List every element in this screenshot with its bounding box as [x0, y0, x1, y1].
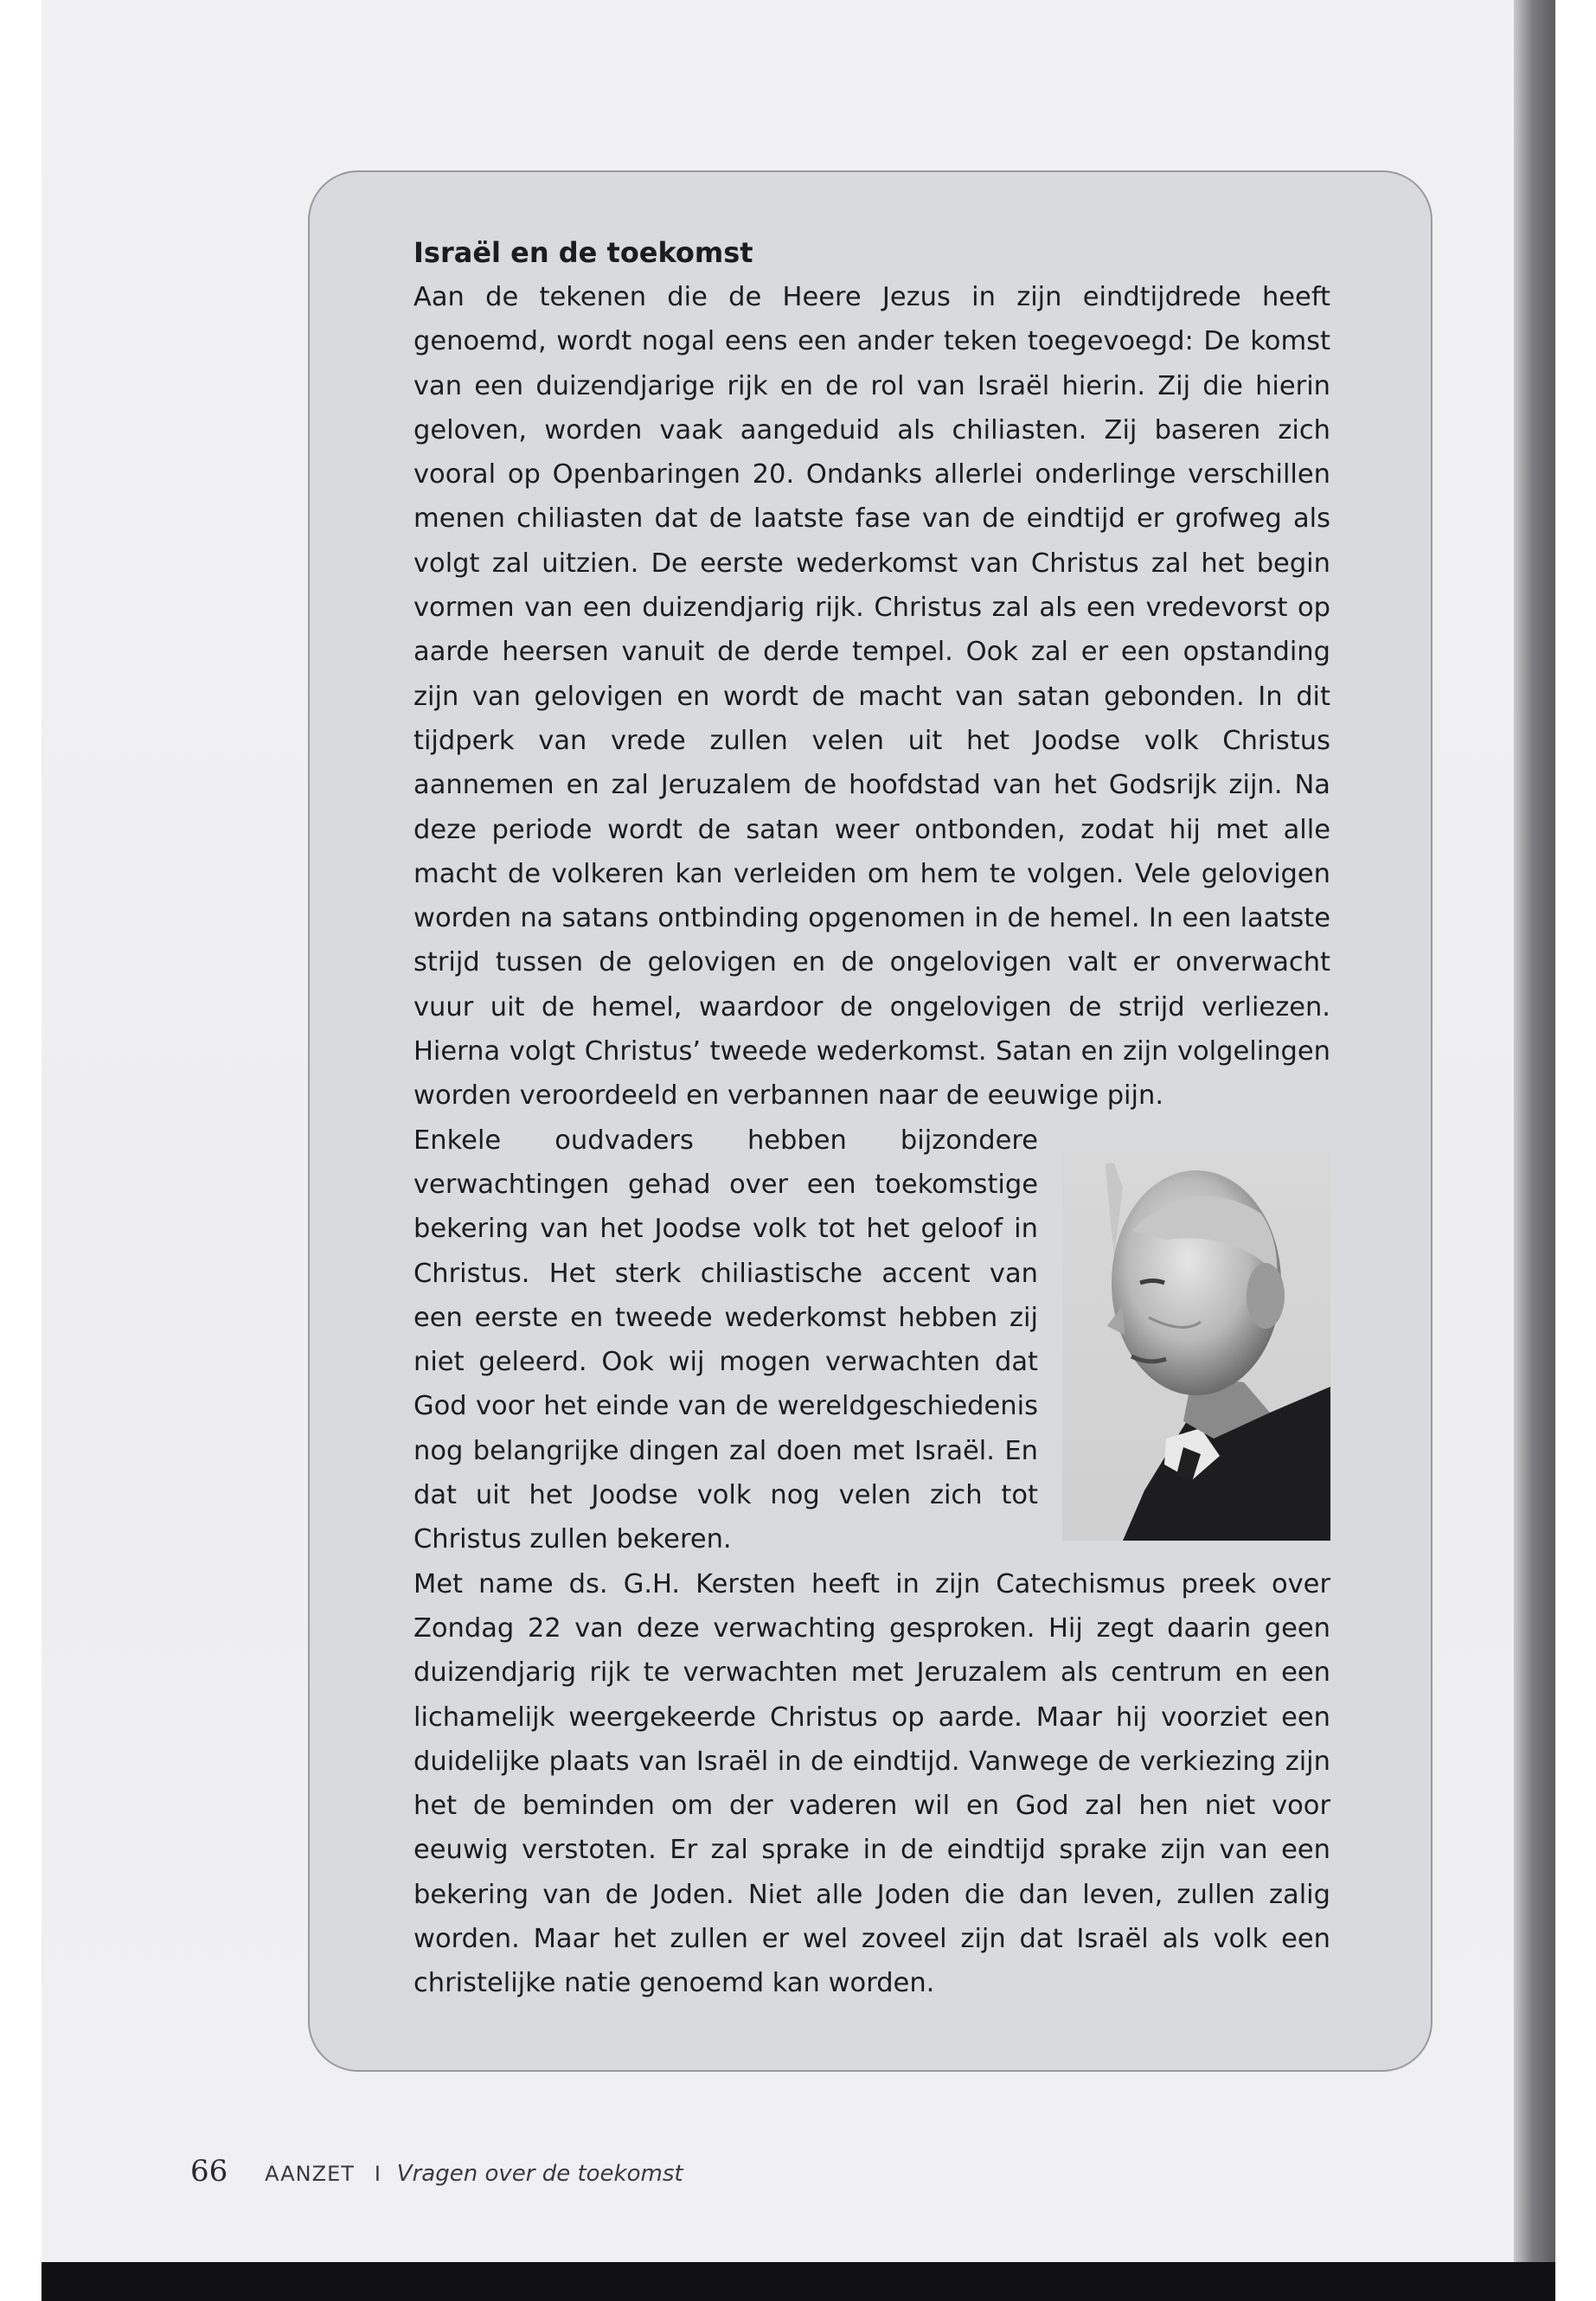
- page-margin-right: [1555, 0, 1596, 2301]
- info-box-content: [413, 231, 1330, 2006]
- series-name: AANZET: [265, 2162, 355, 2186]
- bottom-edge: [42, 2262, 1555, 2301]
- page-number: 66: [190, 2154, 228, 2189]
- footer-separator: I: [374, 2162, 381, 2186]
- paragraph-2-text: Enkele oudvaders hebben bijzondere verwachtingen gehad over een toekomstige bekering van het Joodse volk tot het geloof in Christus. Het sterk chiliastische accent van een eerste en tweede wederkomst hebben zij niet geleerd. Ook wij mogen verwachten dat God voor het einde van de wereldgeschiedenis nog belangrijke dingen zal doen met Israël. En dat uit het Joodse volk nog velen zich tot Christus zullen bekeren.: [413, 1125, 1038, 1555]
- book-subtitle: Vragen over de toekomst: [396, 2161, 683, 2187]
- info-box: [308, 170, 1433, 2072]
- paragraph-1: Aan de tekenen die de Heere Jezus in zijn eindtijdrede heeft genoemd, wordt nogal eens een ander teken toegevoegd: De komst van een duizendjarige rijk en de rol van Israël hierin. Zij die hierin geloven, worden vaak aangeduid als chiliasten. Zij baseren zich vooral op Openbaringen 20. Ondanks allerlei onderlinge verschillen menen chiliasten dat de laatste fase van de eindtijd er grofweg als volgt zal uitzien. De eerste wederkomst van Christus zal het begin vormen van een duizendjarig rijk. Christus zal als een vredevorst op aarde heersen vanuit de derde tempel. Ook zal er een opstanding zijn van gelovigen en wordt de macht van satan gebonden. In dit tijdperk van vrede zullen velen uit het Joodse volk Christus aannemen en zal Jeruzalem de hoofdstad van het Godsrijk zijn. Na deze periode wordt de satan weer ontbonden, zodat hij met alle macht de volkeren kan verleiden om hem te volgen. Vele gelovigen worden na satans ontbinding opgenomen in de hemel. In een laatste strijd tussen de gelovigen en de ongelovigen valt er onverwacht vuur uit de hemel, waardoor de ongelovigen de strijd verliezen. Hierna volgt Christus’ tweede wederkomst. Satan en zijn volgelingen worden veroordeeld en verbannen naar de eeuwige pijn.: [413, 282, 1330, 1112]
- page-margin-left: [0, 0, 42, 2301]
- page-footer: [190, 2154, 683, 2189]
- portrait-photo-wrapper: [1062, 1153, 1330, 1541]
- paragraph-3-text: Met name ds. G.H. Kersten heeft in zijn Catechismus preek over Zondag 22 van deze verwachting gesproken. Hij zegt daarin geen duizendjarig rijk te verwachten met Jeruzalem als centrum en een lichamelijk weergekeerde Christus op aarde. Maar hij voorziet een duidelijke plaats van Israël in de eindtijd. Vanwege de verkiezing zijn het de beminden om der vaderen wil en God zal hen niet voor eeuwig verstoten. Er zal sprake in de eindtijd sprake zijn van een bekering van de Joden. Niet alle Joden die dan leven, zullen zalig worden. Maar het zullen er wel zoveel zijn dat Israël als volk een christelijke natie genoemd kan worden.: [413, 1568, 1330, 1999]
- book-spine: [1514, 0, 1555, 2301]
- portrait-photo: [1062, 1153, 1330, 1541]
- paragraph-2: [413, 1118, 1330, 2006]
- info-box-title: Israël en de toekomst: [413, 236, 753, 269]
